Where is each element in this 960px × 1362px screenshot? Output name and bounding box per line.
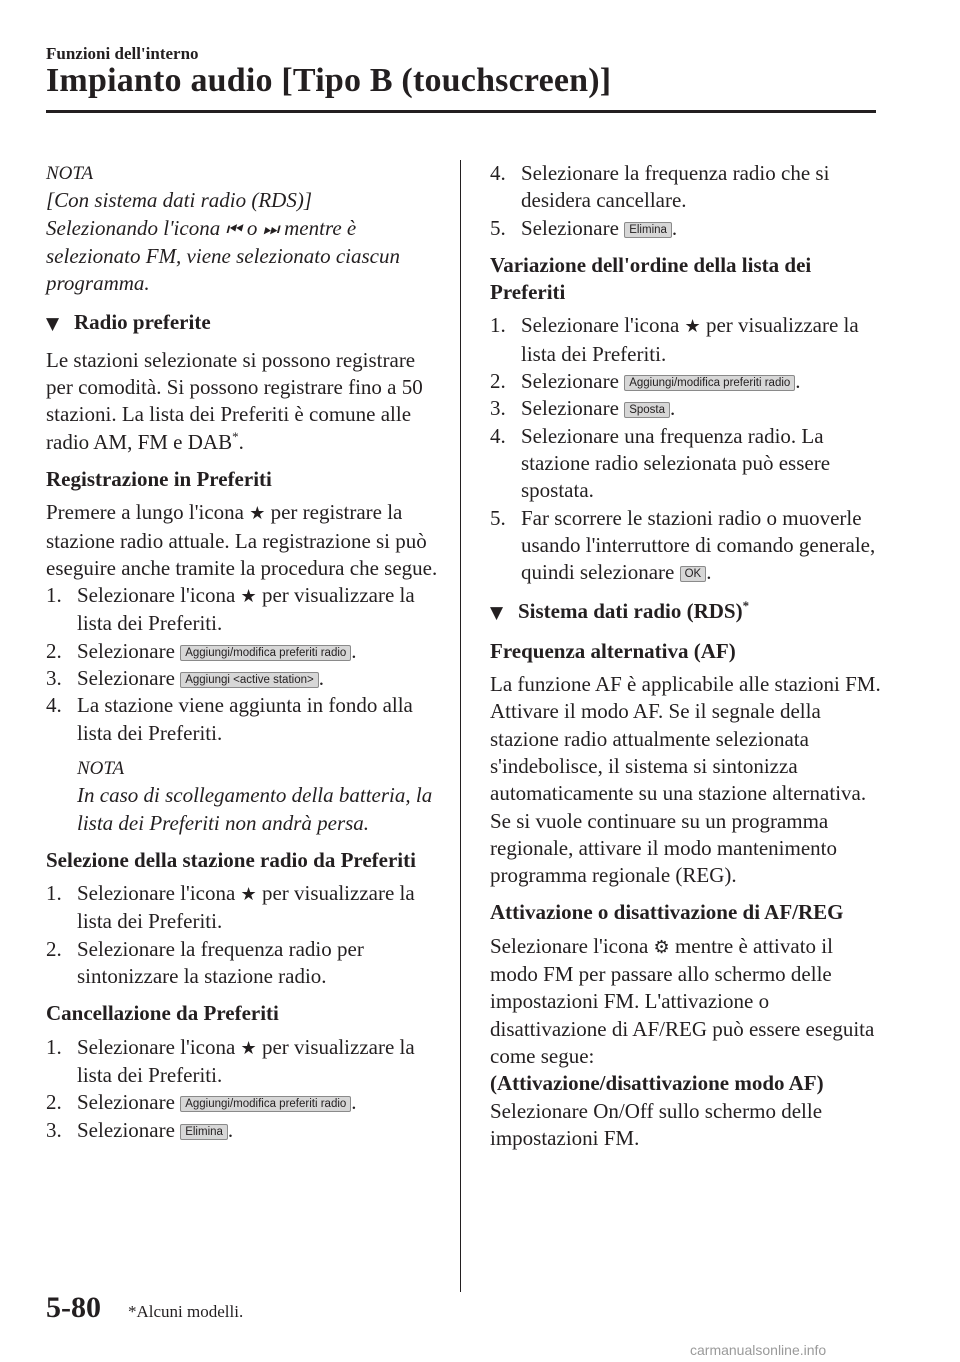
period: . bbox=[795, 369, 801, 394]
period: . bbox=[351, 638, 357, 663]
step-text: Selezionare bbox=[521, 215, 625, 240]
section-bullet-icon: ▼ bbox=[46, 314, 60, 335]
radio-intro-text: Le stazioni selezionate si possono registrare per comodità. Si possono registrare fino a 50 stazioni. La lista dei Preferiti è comune alle radio AM, FM e DAB bbox=[46, 347, 423, 454]
step-text: La stazione viene aggiunta in fondo alla lista dei Preferiti. bbox=[77, 693, 413, 745]
list-item bbox=[490, 160, 882, 215]
page-title: Impianto audio [Tipo B (touchscreen)] bbox=[46, 62, 612, 99]
add-station-button: Aggiungi <active station> bbox=[180, 672, 319, 688]
step-number: 5. bbox=[490, 215, 506, 240]
selezione-steps bbox=[46, 880, 446, 990]
act-text-a: Selezionare l'icona bbox=[490, 933, 654, 958]
heading-selezione: Selezione della stazione radio da Preferiti bbox=[46, 847, 416, 872]
heading-registrazione: Registrazione in Preferiti bbox=[46, 466, 272, 491]
footnote-mark: * bbox=[232, 428, 239, 444]
footnote-mark: * bbox=[742, 598, 750, 614]
period: . bbox=[238, 429, 244, 454]
step-text: Selezionare bbox=[77, 638, 181, 663]
reg-text-a: Premere a lungo l'icona bbox=[46, 500, 250, 525]
registrazione-text bbox=[46, 499, 446, 582]
step-number: 2. bbox=[46, 936, 62, 961]
left-column bbox=[46, 160, 446, 1144]
list-item bbox=[46, 665, 446, 692]
list-item bbox=[490, 312, 882, 368]
attivazione-subheading: (Attivazione/disattivazione modo AF) bbox=[490, 1071, 824, 1096]
delete-button: Elimina bbox=[180, 1124, 228, 1140]
note-text-b: o bbox=[241, 215, 263, 240]
add-edit-favorites-button: Aggiungi/modifica preferiti radio bbox=[180, 1096, 351, 1112]
period: . bbox=[351, 1090, 357, 1115]
step-text: per visualizzare la lista dei Preferiti. bbox=[77, 583, 415, 636]
column-divider bbox=[460, 160, 461, 1292]
step-text: Selezionare bbox=[77, 1117, 181, 1142]
watermark: carmanualsonline.info bbox=[690, 1342, 827, 1358]
period: . bbox=[318, 666, 324, 691]
section-bullet-icon: ▼ bbox=[490, 603, 504, 624]
list-item bbox=[490, 423, 882, 505]
step-number: 4. bbox=[490, 161, 506, 185]
step-text: Selezionare bbox=[521, 396, 625, 421]
step-number: 1. bbox=[46, 881, 62, 906]
list-item bbox=[46, 1034, 446, 1090]
step-text: Selezionare l'icona bbox=[77, 881, 241, 906]
gear-icon: ⚙ bbox=[653, 936, 670, 958]
step-text: per visualizzare la lista dei Preferiti. bbox=[521, 313, 859, 366]
delete-button: Elimina bbox=[624, 222, 672, 238]
heading-attivazione: Attivazione o disattivazione di AF/REG bbox=[490, 900, 844, 925]
step-text: Selezionare bbox=[521, 369, 625, 394]
note-label: NOTA bbox=[77, 757, 125, 779]
step-number: 5. bbox=[490, 505, 506, 530]
star-icon: ★ bbox=[240, 884, 257, 906]
radio-intro bbox=[46, 347, 446, 456]
step-text: Selezionare l'icona bbox=[77, 1034, 241, 1059]
list-item bbox=[46, 936, 446, 991]
list-item bbox=[490, 368, 882, 395]
step-text: Selezionare la frequenza radio per sintonizzare la stazione radio. bbox=[77, 936, 364, 989]
step-number: 1. bbox=[490, 313, 506, 338]
step-text: Selezionare l'icona bbox=[521, 313, 685, 338]
note-body: In caso di scollegamento della batteria, la lista dei Preferiti non andrà persa. bbox=[77, 783, 433, 835]
step-number: 3. bbox=[490, 396, 506, 421]
step-number: 3. bbox=[46, 1117, 62, 1142]
step-number: 1. bbox=[46, 583, 62, 608]
heading-radio-preferite bbox=[46, 309, 446, 338]
period: . bbox=[671, 215, 678, 240]
seek-back-icon: ⏮ bbox=[225, 218, 242, 240]
step-text: Selezionare la frequenza radio che si desidera cancellare. bbox=[521, 161, 830, 213]
list-item bbox=[490, 505, 882, 587]
section-label: Funzioni dell'interno bbox=[46, 44, 199, 63]
note-block bbox=[46, 755, 446, 837]
attivazione-text bbox=[490, 933, 882, 1070]
seek-forward-icon: ⏭ bbox=[262, 218, 279, 240]
registrazione-steps bbox=[46, 582, 446, 747]
cancellazione-steps bbox=[46, 1034, 446, 1144]
heading-text: Sistema dati radio (RDS) bbox=[518, 599, 743, 624]
add-edit-favorites-button: Aggiungi/modifica preferiti radio bbox=[180, 645, 351, 661]
af-paragraph-2: Se si vuole continuare su un programma regionale, attivare il modo mantenimento programma regionale (REG). bbox=[490, 808, 837, 888]
step-text: Selezionare una frequenza radio. La stazione radio selezionata può essere spostata. bbox=[521, 423, 831, 503]
step-text: per visualizzare la lista dei Preferiti. bbox=[77, 1034, 415, 1087]
heading-text: Radio preferite bbox=[74, 310, 211, 335]
move-button: Sposta bbox=[624, 402, 670, 418]
step-text: Selezionare bbox=[77, 1090, 181, 1115]
period: . bbox=[670, 396, 676, 421]
period: . bbox=[706, 560, 712, 585]
note-title: [Con sistema dati radio (RDS)] bbox=[46, 188, 313, 213]
act-text-b: mentre è attivato il modo FM per passare allo schermo delle impostazioni FM. L'attivazione o disattivazione di AF/REG può essere eseguita come segue: bbox=[490, 933, 875, 1068]
step-text: Selezionare l'icona bbox=[77, 583, 241, 608]
footnote: *Alcuni modelli. bbox=[128, 1302, 244, 1321]
page-number: 5-80 bbox=[46, 1291, 101, 1324]
star-icon: ★ bbox=[249, 503, 266, 525]
cancellazione-steps-cont bbox=[490, 160, 882, 242]
step-number: 4. bbox=[490, 423, 506, 448]
heading-cancellazione: Cancellazione da Preferiti bbox=[46, 1001, 279, 1026]
step-number: 2. bbox=[46, 638, 62, 663]
heading-rds bbox=[490, 598, 882, 627]
right-column bbox=[490, 160, 882, 1152]
star-icon: ★ bbox=[684, 316, 701, 338]
star-icon: ★ bbox=[240, 586, 257, 608]
attivazione-last: Selezionare On/Off sullo schermo delle impostazioni FM. bbox=[490, 1098, 823, 1150]
step-number: 1. bbox=[46, 1034, 62, 1059]
note-text-c: mentre è selezionato FM, viene selezionato ciascun programma. bbox=[46, 215, 400, 296]
title-rule bbox=[46, 110, 876, 113]
heading-variazione-ordine: Variazione dell'ordine della lista dei Preferiti bbox=[490, 252, 812, 305]
list-item bbox=[490, 215, 882, 242]
note-label: NOTA bbox=[46, 163, 94, 184]
note-body bbox=[46, 215, 446, 298]
list-item bbox=[490, 395, 882, 422]
list-item bbox=[46, 638, 446, 665]
step-number: 4. bbox=[46, 693, 62, 718]
note-text-a: Selezionando l'icona bbox=[46, 215, 226, 240]
add-edit-favorites-button: Aggiungi/modifica preferiti radio bbox=[624, 375, 795, 391]
af-paragraph-1: La funzione AF è applicabile alle stazioni FM. Attivare il modo AF. Se il segnale della stazione radio attualmente selezionata s'indebolisce, il sistema si sintonizza automaticamente su una stazione alternativa. bbox=[490, 672, 881, 806]
heading-af: Frequenza alternativa (AF) bbox=[490, 638, 736, 663]
list-item bbox=[46, 1089, 446, 1116]
reg-text-b: per registrare la stazione radio attuale. La registrazione si può eseguire anche tramite la procedura che segue. bbox=[46, 500, 438, 580]
step-text: Far scorrere le stazioni radio o muoverle usando l'interruttore di comando generale, quindi selezionare bbox=[521, 505, 876, 585]
step-number: 3. bbox=[46, 666, 62, 691]
step-number: 2. bbox=[46, 1090, 62, 1115]
period: . bbox=[227, 1117, 234, 1142]
list-item bbox=[46, 1117, 446, 1144]
star-icon: ★ bbox=[240, 1037, 257, 1059]
step-text: Selezionare bbox=[77, 666, 181, 691]
ok-button: OK bbox=[680, 566, 707, 582]
step-text: per visualizzare la lista dei Preferiti. bbox=[77, 881, 415, 934]
step-number: 2. bbox=[490, 369, 506, 394]
list-item bbox=[46, 692, 446, 747]
ordine-steps bbox=[490, 312, 882, 586]
list-item bbox=[46, 582, 446, 638]
list-item bbox=[46, 880, 446, 936]
